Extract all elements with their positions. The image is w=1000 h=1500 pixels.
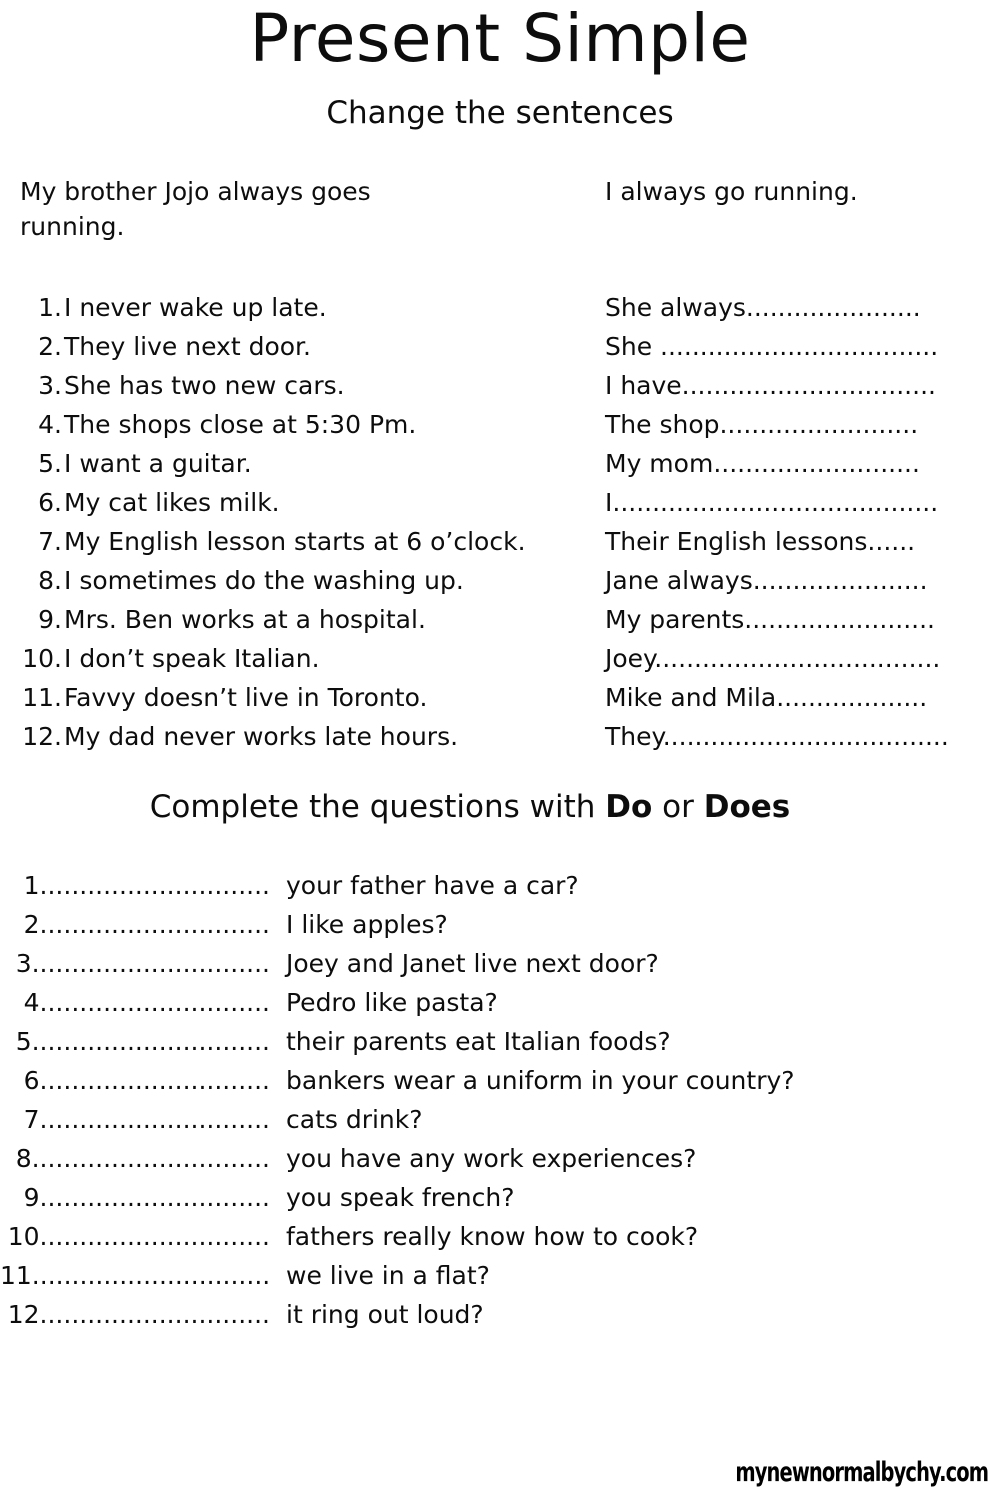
example-row [0, 175, 1000, 255]
answer-prompt-blank[interactable]: I have................................ [605, 371, 936, 400]
answer-prompt-blank[interactable]: Mike and Mila................... [605, 683, 928, 712]
question-row [0, 944, 1000, 983]
sentence-row [0, 444, 1000, 483]
question-row [0, 1100, 1000, 1139]
sentence-number: 11. [22, 683, 62, 712]
sentence-row [0, 366, 1000, 405]
question-text: it ring out loud? [286, 1300, 484, 1329]
answer-prompt-blank[interactable]: They.................................... [605, 722, 949, 751]
question-number-blank[interactable]: 1............................. [23, 871, 270, 900]
answer-prompt-blank[interactable]: Their English lessons...... [605, 527, 916, 556]
answer-prompt-blank[interactable]: My parents........................ [605, 605, 936, 634]
sentence-text: Mrs. Ben works at a hospital. [64, 605, 426, 634]
sentence-text: She has two new cars. [64, 371, 345, 400]
answer-prompt-blank[interactable]: She ................................... [605, 332, 939, 361]
sentence-row [0, 522, 1000, 561]
question-number-blank[interactable]: 11.............................. [0, 1261, 270, 1290]
sentence-row [0, 327, 1000, 366]
answer-prompt-blank[interactable]: She always...................... [605, 293, 921, 322]
question-row [0, 1139, 1000, 1178]
sentence-text: My English lesson starts at 6 o’clock. [64, 527, 526, 556]
sentence-number: 6. [38, 488, 62, 517]
question-text: their parents eat Italian foods? [286, 1027, 671, 1056]
question-text: you have any work experiences? [286, 1144, 697, 1173]
page-subtitle: Change the sentences [326, 95, 674, 131]
sentence-row [0, 405, 1000, 444]
question-row [0, 1256, 1000, 1295]
example-answer-sentence: I always go running. [605, 177, 858, 206]
question-number-blank[interactable]: 2............................. [23, 910, 270, 939]
sentence-number: 7. [38, 527, 62, 556]
sentence-number: 3. [38, 371, 62, 400]
question-row [0, 1022, 1000, 1061]
section-2-heading-prefix: Complete the questions with [149, 789, 606, 825]
question-text: cats drink? [286, 1105, 423, 1134]
question-row [0, 1061, 1000, 1100]
sentence-text: They live next door. [64, 332, 311, 361]
question-text: Pedro like pasta? [286, 988, 498, 1017]
question-row [0, 866, 1000, 905]
site-watermark: mynewnormalbychy.com [735, 1457, 988, 1488]
question-row [0, 983, 1000, 1022]
question-number-blank[interactable]: 10............................. [7, 1222, 270, 1251]
question-row [0, 1217, 1000, 1256]
page-title: Present Simple [249, 0, 751, 77]
section-2-heading [0, 789, 940, 825]
sentence-text: I sometimes do the washing up. [64, 566, 464, 595]
question-row [0, 1295, 1000, 1334]
question-text: your father have a car? [286, 871, 579, 900]
sentence-number: 8. [38, 566, 62, 595]
answer-prompt-blank[interactable]: My mom.......................... [605, 449, 920, 478]
sentence-row [0, 678, 1000, 717]
question-text: we live in a flat? [286, 1261, 490, 1290]
do-does-questions-list [0, 866, 1000, 1334]
sentence-text: Favvy doesn’t live in Toronto. [64, 683, 428, 712]
question-number-blank[interactable]: 9............................. [23, 1183, 270, 1212]
question-number-blank[interactable]: 6............................. [23, 1066, 270, 1095]
question-text: you speak french? [286, 1183, 515, 1212]
sentence-row [0, 483, 1000, 522]
sentence-text: My cat likes milk. [64, 488, 280, 517]
sentence-number: 1. [38, 293, 62, 322]
question-number-blank[interactable]: 5.............................. [15, 1027, 270, 1056]
example-source-sentence: My brother Jojo always goes running. [20, 177, 371, 241]
question-text: I like apples? [286, 910, 448, 939]
question-number-blank[interactable]: 3.............................. [15, 949, 270, 978]
answer-prompt-blank[interactable]: Joey.................................... [605, 644, 941, 673]
sentence-text: My dad never works late hours. [64, 722, 459, 751]
sentence-number: 2. [38, 332, 62, 361]
sentence-number: 4. [38, 410, 62, 439]
sentence-row [0, 600, 1000, 639]
answer-prompt-blank[interactable]: I......................................... [605, 488, 939, 517]
sentence-number: 10. [22, 644, 62, 673]
question-row [0, 1178, 1000, 1217]
sentence-row [0, 561, 1000, 600]
section-2-heading-middle: or [652, 789, 704, 825]
question-text: Joey and Janet live next door? [286, 949, 659, 978]
question-number-blank[interactable]: 4............................. [23, 988, 270, 1017]
sentence-row [0, 639, 1000, 678]
question-number-blank[interactable]: 12............................. [7, 1300, 270, 1329]
question-text: fathers really know how to cook? [286, 1222, 699, 1251]
section-2-heading-bold-do: Do [605, 789, 653, 825]
question-row [0, 905, 1000, 944]
answer-prompt-blank[interactable]: Jane always...................... [605, 566, 928, 595]
sentence-text: I never wake up late. [64, 293, 327, 322]
sentence-text: I don’t speak Italian. [64, 644, 320, 673]
question-number-blank[interactable]: 7............................. [23, 1105, 270, 1134]
sentence-text: The shops close at 5:30 Pm. [64, 410, 417, 439]
section-2-heading-bold-does: Does [703, 789, 791, 825]
question-text: bankers wear a uniform in your country? [286, 1066, 795, 1095]
sentence-row [0, 288, 1000, 327]
sentence-number: 5. [38, 449, 62, 478]
sentence-row [0, 717, 1000, 756]
answer-prompt-blank[interactable]: The shop......................... [605, 410, 919, 439]
sentence-text: I want a guitar. [64, 449, 252, 478]
sentence-number: 9. [38, 605, 62, 634]
sentence-number: 12. [22, 722, 62, 751]
change-the-sentences-list [0, 288, 1000, 756]
question-number-blank[interactable]: 8.............................. [15, 1144, 270, 1173]
